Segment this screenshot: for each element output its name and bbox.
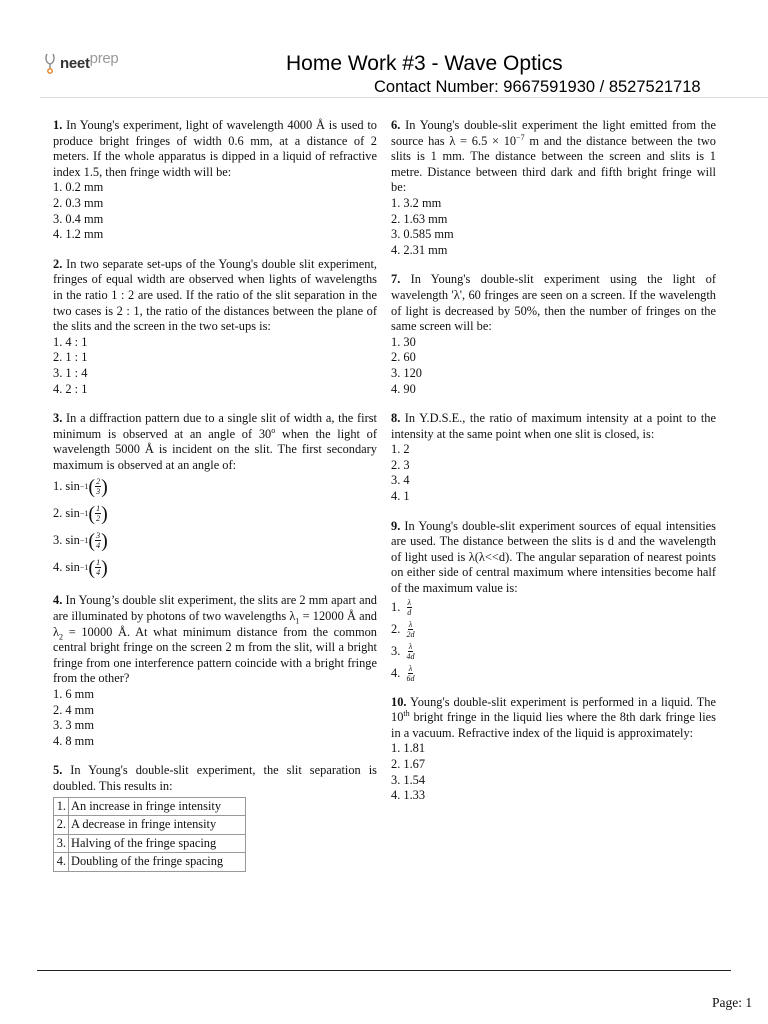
question-text: In a diffraction pattern due to a single slit of width a, the first minimum is observed at an angle of 30 bbox=[53, 411, 377, 441]
stethoscope-icon bbox=[44, 52, 58, 74]
question-number: 5. bbox=[53, 763, 63, 778]
option: 2. 3 bbox=[391, 457, 410, 472]
option: 2. 60 bbox=[391, 350, 416, 365]
question-text: In Young's double-slit experiment using the light of wavelength 'λ', 60 fringes are seen on a screen. If the wavelength of light is decreased by 50%, then the number of fringes on the same screen will be: bbox=[391, 272, 716, 334]
question-2 bbox=[53, 257, 377, 397]
option: 1. 2 bbox=[391, 442, 410, 457]
option: 4. 1 bbox=[391, 489, 410, 504]
question-5 bbox=[53, 763, 377, 872]
question-10: 10. Young's double-slit experiment is performed in a liquid. The 10th bright fringe in the liquid lies where the 8th dark fringe lies in a vacuum. Refractive index of the liquid is approximately: 1. 1.81 2. 1.67 3. 1.54 4. 1.33 bbox=[391, 694, 716, 803]
option: 4. $\frac{\lambda}{6d}$ bbox=[391, 664, 415, 684]
question-text: In Young's experiment, light of wavelength 4000 Å is used to produce bright fringes of width 0.6 mm, at a distance of 2 meters. If the whole apparatus is dipped in a liquid of refractive index 1.5, then fringe width will be: bbox=[53, 118, 377, 179]
question-number: 2. bbox=[53, 256, 63, 271]
logo-prep-text: prep bbox=[89, 49, 119, 67]
option: 4. 8 mm bbox=[53, 733, 94, 748]
option: 1. 6 mm bbox=[53, 687, 94, 702]
option: 2. sin −1 ( $\frac{1}{2}$ ) bbox=[53, 502, 108, 525]
question-text: In Young's double-slit experiment, the slit separation is doubled. This results in: bbox=[53, 763, 377, 793]
option: 3. 1 : 4 bbox=[53, 365, 88, 380]
question-9 bbox=[391, 519, 716, 685]
table-row: 4. Doubling of the fringe spacing bbox=[54, 853, 246, 872]
question-number: 6. bbox=[391, 118, 401, 132]
option: 4. 2.31 mm bbox=[391, 242, 448, 257]
question-number: 1. bbox=[53, 118, 63, 132]
question-6: 6. In Young's double-slit experiment the light emitted from the source has $\lambda = 6.5 \times 10^{-7}$ m and the distance between the two slits is 1 mm. The distance between the screen and slits is 1 metre. Distance between third dark and fifth bright fringe will be: 1. 3.2 mm 2. 1.63 mm 3. 0.585 mm 4. 2.31 mm bbox=[391, 118, 717, 257]
question-text-cont: when the light of wavelength 5000 Å is incident on the slit. The first secondary maximum is observed at an angle of: bbox=[53, 426, 377, 472]
question-8 bbox=[391, 411, 716, 505]
right-column bbox=[391, 118, 716, 818]
table-row: 2. A decrease in fringe intensity bbox=[54, 816, 246, 835]
question-number: 4. bbox=[53, 593, 63, 608]
question-4: 4. In Young’s double slit experiment, the slits are 2 mm apart and are illuminated by photons of two wavelengths $\lambda_1 = 12000$ Å and $\lambda_2 = 10000$ Å. At what minimum distance from the common central bright fringe on the screen 2 m from the slit, will a bright fringe from one interference pattern coincide with a bright fringe from the other? 1. 6 mm 2. 4 mm 3. 3 mm 4. 8 mm bbox=[53, 593, 377, 748]
table-row: 1. An increase in fringe intensity bbox=[54, 797, 246, 816]
question-1 bbox=[53, 118, 377, 243]
neetprep-logo bbox=[44, 49, 119, 74]
question-text: In Young's double-slit experiment sources of equal intensities are used. The distance between the slits is d and the wavelength of light used is λ(λ<<d). The angular separation of nearest points on either side of central maximum where intensities become half of the maximum value is: bbox=[391, 518, 716, 596]
question-7 bbox=[391, 272, 716, 397]
option: 3. 0.585 mm bbox=[391, 227, 454, 242]
option: 1. 1.81 bbox=[391, 741, 426, 756]
option: 3. 0.4 mm bbox=[53, 211, 104, 226]
option: 3. 4 bbox=[391, 473, 410, 488]
option: 2. 0.3 mm bbox=[53, 195, 104, 210]
option: 3. sin −1 ( $\frac{3}{4}$ ) bbox=[53, 529, 108, 552]
question-number: 10. bbox=[391, 694, 407, 709]
question-number: 8. bbox=[391, 411, 401, 426]
option: 1. 30 bbox=[391, 334, 416, 349]
option: 2. $\frac{\lambda}{2d}$ bbox=[391, 620, 415, 640]
option: 1. 3.2 mm bbox=[391, 195, 442, 210]
option: 4. 1.33 bbox=[391, 788, 426, 803]
page-title: Home Work #3 - Wave Optics bbox=[286, 52, 563, 75]
option: 4. 1.2 mm bbox=[53, 227, 104, 242]
question-number: 3. bbox=[53, 411, 63, 426]
contact-number: Contact Number: 9667591930 / 8527521718 bbox=[374, 78, 701, 96]
option: 2. 1 : 1 bbox=[53, 350, 88, 365]
question-text: In two separate set-ups of the Young's double slit experiment, fringes of equal width are observed when lights of wavelengths in the ratio 1 : 2 are used. If the ratio of the slit separation in the two cases is 2 : 1, the ratio of the distances between the plane of the slits and the screen in the two set-ups is: bbox=[53, 256, 377, 334]
page-number: Page: 1 bbox=[712, 995, 753, 1010]
option: 4. sin −1 ( $\frac{1}{4}$ ) bbox=[53, 556, 108, 579]
question-text: In Y.D.S.E., the ratio of maximum intensity at a point to the intensity at the same point when one slit is closed, is: bbox=[391, 411, 716, 441]
option: 2. 1.63 mm bbox=[391, 211, 448, 226]
options-table bbox=[53, 797, 246, 872]
option: 2. 1.67 bbox=[391, 757, 426, 771]
header-divider bbox=[40, 97, 768, 98]
table-row: 3. Halving of the fringe spacing bbox=[54, 834, 246, 853]
question-number: 7. bbox=[391, 272, 401, 287]
option: 4. 2 : 1 bbox=[53, 381, 88, 396]
footer-divider bbox=[37, 970, 731, 971]
option: 1. 0.2 mm bbox=[53, 180, 104, 195]
option: 4. 90 bbox=[391, 381, 416, 396]
option: 1. 4 : 1 bbox=[53, 334, 88, 349]
option: 3. 3 mm bbox=[53, 718, 94, 733]
logo-neet-text: neet bbox=[60, 54, 90, 72]
question-3 bbox=[53, 411, 377, 581]
option: 2. 4 mm bbox=[53, 702, 94, 717]
option: 3. $\frac{\lambda}{4d}$ bbox=[391, 642, 415, 662]
option: 3. 1.54 bbox=[391, 772, 426, 787]
option: 1. sin −1 ( $\frac{2}{3}$ ) bbox=[53, 475, 108, 498]
question-number: 9. bbox=[391, 518, 401, 533]
option: 1. $\frac{\lambda}{d}$ bbox=[391, 598, 412, 618]
degree-superscript: o bbox=[271, 425, 276, 435]
option: 3. 120 bbox=[391, 365, 422, 380]
left-column bbox=[53, 118, 377, 886]
